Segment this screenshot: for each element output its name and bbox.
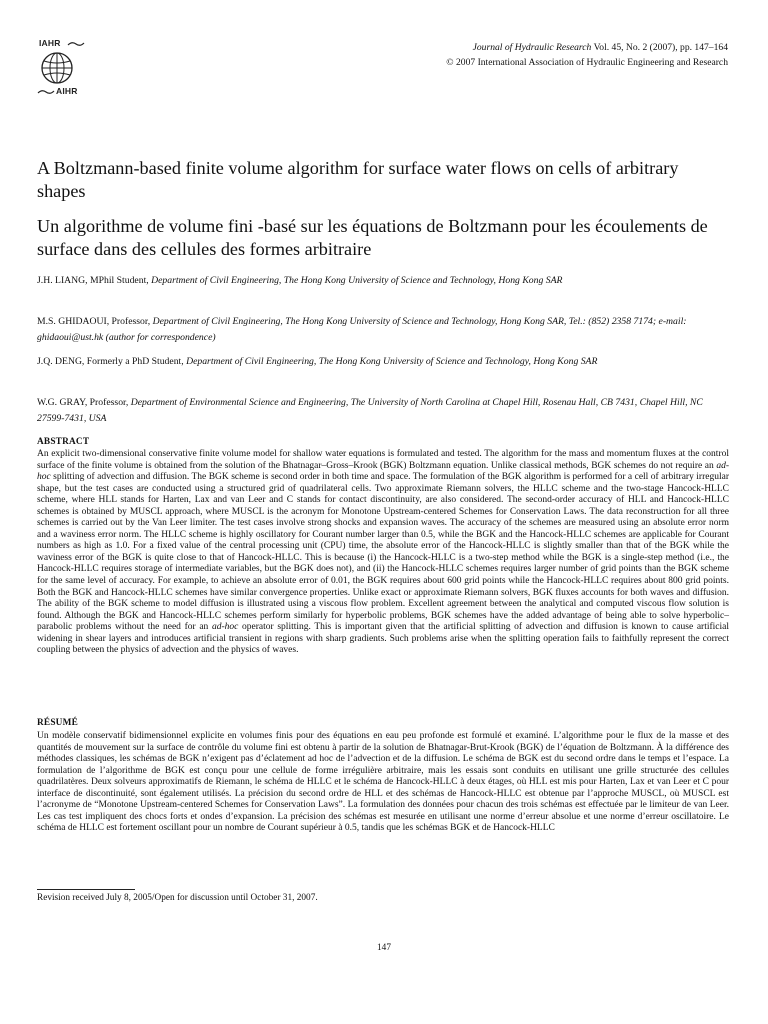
- abstract-emphasis: ad-hoc: [37, 460, 729, 483]
- author-entry: [37, 354, 727, 370]
- journal-citation: [446, 40, 728, 55]
- footnote-rule: [37, 889, 135, 890]
- title-english: A Boltzmann-based finite volume algorithm for surface water flows on cells of arbitrary shapes: [37, 158, 679, 201]
- author-name: J.Q. DENG, Formerly a PhD Student,: [37, 356, 187, 367]
- abstract-heading: ABSTRACT: [37, 437, 90, 447]
- logo-top-text: IAHR: [39, 38, 61, 48]
- author-name: W.G. GRAY, Professor,: [37, 397, 131, 408]
- wave-icon: [67, 40, 85, 48]
- resume-heading: RÉSUMÉ: [37, 718, 78, 728]
- author-name: M.S. GHIDAOUI, Professor,: [37, 316, 153, 327]
- abstract-body: [37, 449, 729, 657]
- logo-bottom-text: AIHR: [56, 86, 78, 96]
- author-affiliation: Department of Environmental Science and Engineering, The University of North Carolina at Chapel Hill, Rosenau Hall, CB 7431, Chapel Hill, NC 27599-7431, USA: [37, 397, 703, 424]
- author-entry: [37, 273, 727, 289]
- wave-icon-bottom: [37, 88, 55, 96]
- globe-icon: [40, 51, 74, 85]
- page-number: 147: [377, 943, 391, 953]
- journal-name: Journal of Hydraulic Research: [472, 42, 592, 53]
- abstract-text: An explicit two-dimensional conservative finite volume model for shallow water equations is formulated and tested. The algorithm for the mass and momentum fluxes at the control surface of the finite volume is obtained from the solution of the Bhatnagar–Gross–Krook (BGK) Boltzmann equation. Unlike classical methods, BGK schemes do not require an: [37, 449, 729, 471]
- abstract-text: splitting of advection and diffusion. The BGK scheme is second order in both time and space. The formulation of the BGK algorithm is performed for a cell of arbitrary irregular shape, but the test cases are conducted using a structured grid of quadrilateral cells. Two approximate Riemann solvers, the HLLC scheme and the two-stage Hancock-HLLC scheme, where HLL stands for Harten, Lax and van Leer and C stands for contact discontinuity, are also considered. The second-order accuracy of HLL and Hancock-HLLC schemes is obtained by MUSCL approach, where MUSCL is the acronym for Monotone Upstream-centered Schemes for Conservation Laws. The data reconstruction for all three schemes is carried out by the Van Leer limiter. The test cases involve strong shocks and expansion waves. The accuracy of the schemes are measured using an absolute error norm and a waviness error norm. The HLLC scheme is highly oscillatory for Courant number larger than 0.5, while the BGK and the Hancock-HLLC schemes are applicable for Courant numbers as high as 1.0. For a fixed value of the central processing unit (CPU) time, the absolute error of the Hancock-HLLC is slightly smaller than that of the BGK while the waviness error of the BGK is quite close to that of Hancock-HLLC. This is because (i) the Hancock-HLLC is a two-step method while the BGK is a single-step method (i.e., the Hancock-HLLC requires storage of intermediate variables, but the BGK does not), and (ii) the Hancock-HLLC schemes requires larger number of grid points than the BGK scheme for the same level of accuracy. For example, to achieve an absolute error of 0.01, the BGK requires about 600 grid points while the Hancock-HLLC requires about 800 grid points. Both the BGK and Hancock-HLLC schemes have similar convergence properties. Unlike exact or approximate Riemann solvers, BGK fluxes accounts for both waves and diffusion. The ability of the BGK scheme to model diffusion is illustrated using a viscous flow problem. Excellent agreement between the analytical and computed viscous flow solution is found. Although the BGK and Hancock-HLLC schemes perform similarly for hyperbolic problems, BGK schemes have the added advantage of being able to solve hyperbolic–parabolic problems without the need for an: [37, 472, 729, 633]
- abstract-emphasis: ad-hoc: [211, 622, 239, 633]
- author-entry: [37, 395, 727, 426]
- journal-header: [446, 40, 728, 70]
- journal-issue: Vol. 45, No. 2 (2007), pp. 147–164: [593, 42, 728, 53]
- author-affiliation: Department of Civil Engineering, The Hong Kong University of Science and Technology, Hong Kong SAR: [186, 356, 598, 367]
- author-affiliation: Department of Civil Engineering, The Hong Kong University of Science and Technology, Hong Kong SAR: [151, 275, 563, 286]
- author-name: J.H. LIANG, MPhil Student,: [37, 275, 152, 286]
- footnote: Revision received July 8, 2005/Open for discussion until October 31, 2007.: [37, 893, 318, 903]
- author-entry: [37, 314, 727, 345]
- title-french: Un algorithme de volume fini -basé sur les équations de Boltzmann pour les écoulements de surface dans des cellules des formes arbitraire: [37, 216, 708, 259]
- resume-body: Un modèle conservatif bidimensionnel explicite en volumes finis pour des équations en eau peu profonde est formulé et examiné. L’algorithme pour le flux de la masse et des quantités de mouvement sur la surface de contrôle du volume fini est obtenu à partir de la solution de Bhatnagar-Brut-Krook (BGK) de l’équation de Boltzmann. À la différence des méthodes classiques, les schémas de BGK n’exigent pas d’éclatement ad hoc de l’advection et de la diffusion. Le schéma de BGK est du second ordre dans le temps et l’espace. La formulation de l’algorithme de BGK est conçu pour une cellule de forme irrégulière arbitraire, mais les essais sont conduits en utilisant une grille structurée des cellules quadrilatères. Deux solveurs approximatifs de Riemann, le schéma de HLLC et le schéma de Hancock-HLLC à deux étages, où HLL est mis pour Harten, Lax et van Leer et C pour interface de discontinuité, sont également utilisés. La précision du second ordre de HLL et des schémas de Hancock-HLLC est obtenue par l’approche MUSCL, où MUSCL est l’acronyme de “Monotone Upstream-centered Schemes for Conservation Laws”. La formulation des données pour chacun des trois schémas est effectuée par le limiteur de van Leer. Les cas test impliquent des chocs forts et ondes d’expansion. La précision des schémas est mesurée en utilisant une norme d’erreur absolue et une norme d’erreur oscillatoire. Le schéma de HLLC est fortement oscillant pour un nombre de Courant supérieur à 0.5, tandis que les schémas BGK et de Hancock-HLLC: [37, 731, 729, 834]
- author-affiliation: Department of Civil Engineering, The Hong Kong University of Science and Technology, Hong Kong SAR, Tel.: (852) 2358 7174; e-mail: ghidaoui@ust.hk (author for correspondence): [37, 316, 687, 343]
- abstract-text: operator splitting. This is important given that the artificial splitting of advection and diffusion is known to cause artificial widening in shear layers and introduces artificial transient in regions with sharp gradients. Such problems arise when the splitting operation fails to faithfully represent the correct coupling between the physics of advection and the physics of waves.: [37, 622, 730, 656]
- journal-copyright: © 2007 International Association of Hydraulic Engineering and Research: [446, 57, 728, 68]
- iahr-logo: [37, 38, 85, 98]
